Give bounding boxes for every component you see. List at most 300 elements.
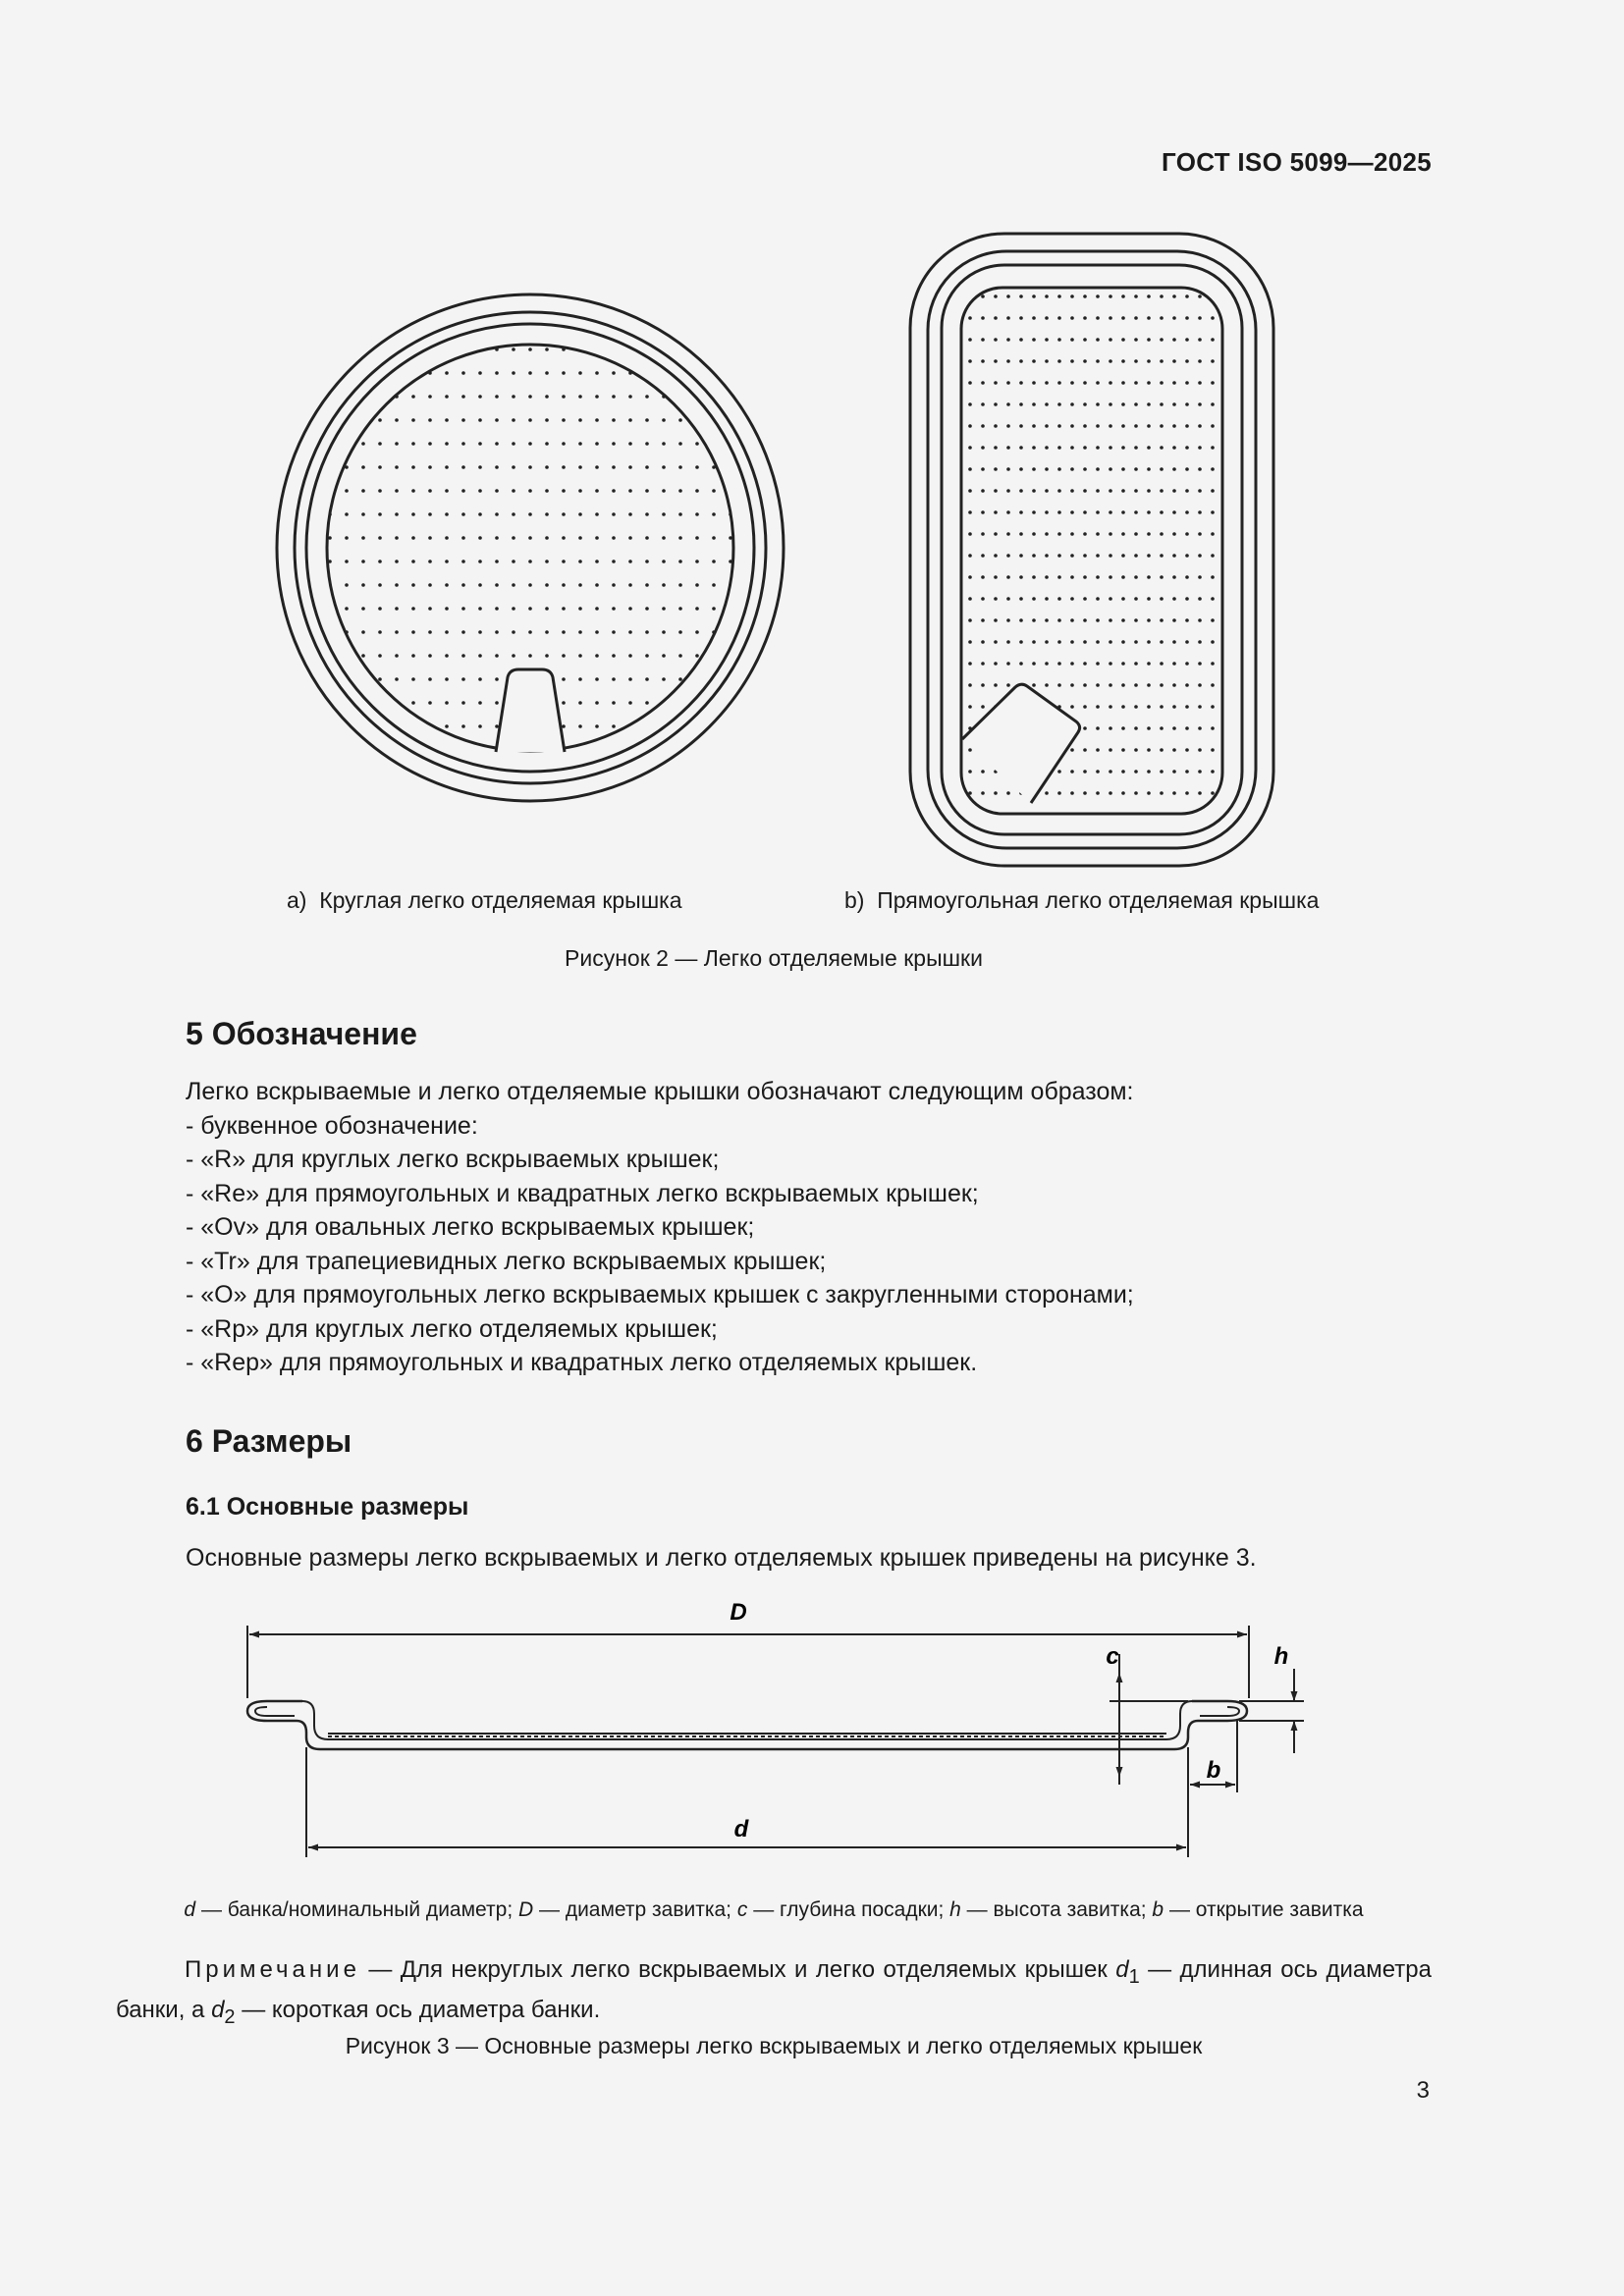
emboss-dot <box>578 630 582 634</box>
emboss-dot <box>662 560 666 563</box>
emboss-dot <box>512 654 515 658</box>
emboss-dot <box>1134 532 1138 536</box>
emboss-dot <box>1172 359 1176 363</box>
emboss-dot <box>1083 294 1087 298</box>
emboss-dot <box>968 662 972 666</box>
emboss-dot <box>512 395 515 399</box>
emboss-dot <box>578 465 582 469</box>
emboss-dot <box>729 489 732 493</box>
emboss-dot <box>1147 294 1151 298</box>
emboss-dot <box>1134 640 1138 644</box>
emboss-dot <box>461 371 465 375</box>
emboss-dot <box>1019 467 1023 471</box>
emboss-dot <box>1109 424 1112 428</box>
section-5-body <box>186 1075 1442 1380</box>
emboss-dot <box>628 371 632 375</box>
emboss-dot <box>512 560 515 563</box>
emboss-dot <box>1198 683 1202 687</box>
emboss-dot <box>478 395 482 399</box>
figure-3-note <box>116 1953 1432 2034</box>
emboss-dot <box>1070 791 1074 795</box>
emboss-dot <box>968 791 972 795</box>
emboss-dot <box>1134 705 1138 709</box>
emboss-dot <box>461 442 465 446</box>
emboss-dot <box>981 597 985 601</box>
emboss-dot <box>411 654 415 658</box>
emboss-dot <box>411 371 415 375</box>
emboss-dot <box>1198 402 1202 406</box>
emboss-dot <box>578 607 582 611</box>
emboss-dot <box>512 442 515 446</box>
emboss-dot <box>1006 683 1010 687</box>
emboss-dot <box>1019 510 1023 514</box>
emboss-dot <box>1070 446 1074 450</box>
emboss-dot <box>994 618 998 622</box>
emboss-dot <box>1160 381 1164 385</box>
emboss-dot <box>428 371 432 375</box>
emboss-dot <box>662 347 666 351</box>
emboss-dot <box>495 489 499 493</box>
emboss-dot <box>545 489 549 493</box>
emboss-dot <box>1006 510 1010 514</box>
emboss-dot <box>1057 467 1061 471</box>
emboss-dot <box>328 465 332 469</box>
emboss-dot <box>328 748 332 752</box>
emboss-dot <box>1185 338 1189 342</box>
emboss-dot <box>1211 726 1215 730</box>
emboss-dot <box>628 512 632 516</box>
emboss-dot <box>411 347 415 351</box>
emboss-dot <box>1096 294 1100 298</box>
emboss-dot <box>445 607 449 611</box>
emboss-dot <box>981 316 985 320</box>
emboss-dot <box>1083 316 1087 320</box>
emboss-dot <box>662 583 666 587</box>
emboss-dot <box>1006 424 1010 428</box>
emboss-dot <box>478 512 482 516</box>
emboss-dot <box>994 554 998 558</box>
emboss-dot <box>495 442 499 446</box>
emboss-dot <box>1032 683 1036 687</box>
emboss-dot <box>994 381 998 385</box>
emboss-dot <box>361 748 365 752</box>
emboss-dot <box>562 512 566 516</box>
emboss-dot <box>1172 294 1176 298</box>
emboss-dot <box>545 371 549 375</box>
emboss-dot <box>478 701 482 705</box>
emboss-dot <box>395 418 399 422</box>
emboss-dot <box>1057 791 1061 795</box>
emboss-dot <box>612 677 616 681</box>
emboss-dot <box>1147 770 1151 774</box>
emboss-dot <box>678 607 682 611</box>
emboss-dot <box>1185 770 1189 774</box>
emboss-dot <box>595 560 599 563</box>
emboss-dot <box>495 465 499 469</box>
emboss-dot <box>1121 424 1125 428</box>
emboss-dot <box>1134 316 1138 320</box>
emboss-dot <box>1109 381 1112 385</box>
emboss-dot <box>428 465 432 469</box>
emboss-dot <box>994 467 998 471</box>
emboss-dot <box>495 512 499 516</box>
emboss-dot <box>1134 510 1138 514</box>
emboss-dot <box>1006 489 1010 493</box>
emboss-dot <box>1019 402 1023 406</box>
emboss-dot <box>645 347 649 351</box>
emboss-dot <box>1070 554 1074 558</box>
emboss-dot <box>1019 532 1023 536</box>
emboss-dot <box>595 371 599 375</box>
emboss-dot <box>545 465 549 469</box>
emboss-dot <box>981 554 985 558</box>
emboss-dot <box>1211 597 1215 601</box>
emboss-dot <box>1185 402 1189 406</box>
emboss-dot <box>528 465 532 469</box>
emboss-dot <box>328 560 332 563</box>
emboss-dot <box>695 371 699 375</box>
emboss-dot <box>445 442 449 446</box>
emboss-dot <box>528 347 532 351</box>
emboss-dot <box>1147 748 1151 752</box>
emboss-dot <box>968 489 972 493</box>
emboss-dot <box>328 536 332 540</box>
caption-b <box>844 887 1319 914</box>
round-lid-drawing <box>265 285 795 815</box>
emboss-dot <box>395 512 399 516</box>
emboss-dot <box>461 395 465 399</box>
emboss-dot <box>378 607 382 611</box>
emboss-dot <box>1109 726 1112 730</box>
emboss-dot <box>512 418 515 422</box>
emboss-dot <box>345 442 349 446</box>
note-text: — Для некруглых легко вскрываемых и легко отделяемых крышек <box>359 1956 1116 1983</box>
emboss-dot <box>1160 575 1164 579</box>
emboss-dot <box>981 683 985 687</box>
emboss-dot <box>994 338 998 342</box>
emboss-dot <box>528 607 532 611</box>
emboss-dot <box>1160 359 1164 363</box>
emboss-dot <box>1083 510 1087 514</box>
emboss-dot <box>968 446 972 450</box>
emboss-dot <box>1198 467 1202 471</box>
emboss-dot <box>994 662 998 666</box>
emboss-dot <box>968 424 972 428</box>
emboss-dot <box>1109 510 1112 514</box>
emboss-dot <box>1032 510 1036 514</box>
emboss-dot <box>562 630 566 634</box>
emboss-dot <box>461 607 465 611</box>
emboss-dot <box>411 489 415 493</box>
emboss-dot <box>578 677 582 681</box>
emboss-dot <box>1032 381 1036 385</box>
dim-label-D: D <box>730 1599 747 1626</box>
emboss-dot <box>1006 316 1010 320</box>
emboss-dot <box>1172 575 1176 579</box>
emboss-dot <box>1160 748 1164 752</box>
emboss-dot <box>528 442 532 446</box>
emboss-dot <box>345 748 349 752</box>
note-symbol: d <box>211 1996 225 2023</box>
emboss-dot <box>1109 467 1112 471</box>
emboss-dot <box>678 583 682 587</box>
emboss-dot <box>495 371 499 375</box>
emboss-dot <box>712 465 716 469</box>
emboss-dot <box>1160 662 1164 666</box>
emboss-dot <box>345 347 349 351</box>
emboss-dot <box>729 677 732 681</box>
caption-a <box>287 887 682 914</box>
emboss-dot <box>1211 446 1215 450</box>
emboss-dot <box>1006 338 1010 342</box>
emboss-dot <box>1109 338 1112 342</box>
emboss-dot <box>1198 532 1202 536</box>
emboss-dot <box>1019 554 1023 558</box>
emboss-dot <box>1198 554 1202 558</box>
emboss-dot <box>1070 705 1074 709</box>
emboss-dot <box>361 607 365 611</box>
emboss-dot <box>1083 597 1087 601</box>
emboss-dot <box>1160 618 1164 622</box>
emboss-dot <box>1147 662 1151 666</box>
emboss-dot <box>361 418 365 422</box>
emboss-dot <box>1070 662 1074 666</box>
emboss-dot <box>1096 489 1100 493</box>
emboss-dot <box>729 371 732 375</box>
emboss-dot <box>428 560 432 563</box>
emboss-dot <box>1134 575 1138 579</box>
emboss-dot <box>445 489 449 493</box>
emboss-dot <box>1172 770 1176 774</box>
emboss-dot <box>1121 791 1125 795</box>
emboss-dot <box>1006 791 1010 795</box>
emboss-dot <box>1019 662 1023 666</box>
emboss-dot <box>1134 662 1138 666</box>
emboss-dot <box>461 536 465 540</box>
emboss-dot <box>994 424 998 428</box>
emboss-dot <box>1045 575 1049 579</box>
section-5-intro: Легко вскрываемые и легко отделяемые крышки обозначают следующим образом: <box>186 1078 1134 1105</box>
emboss-dot <box>712 442 716 446</box>
emboss-dot <box>1019 597 1023 601</box>
emboss-dot <box>1070 683 1074 687</box>
dim-label-c: c <box>1106 1643 1119 1670</box>
emboss-dot <box>1134 554 1138 558</box>
list-item: - буквенное обозначение: <box>186 1111 478 1140</box>
emboss-dot <box>1032 316 1036 320</box>
emboss-dot <box>1121 467 1125 471</box>
list-item: - «Rp» для круглых легко отделяемых крышек; <box>186 1314 718 1343</box>
emboss-dot <box>1172 683 1176 687</box>
emboss-dot <box>595 512 599 516</box>
emboss-dot <box>1198 446 1202 450</box>
emboss-dot <box>662 607 666 611</box>
legend-text: — банка/номинальный диаметр; <box>195 1898 518 1921</box>
emboss-dot <box>968 748 972 752</box>
emboss-dot <box>1006 575 1010 579</box>
emboss-dot <box>528 654 532 658</box>
emboss-dot <box>981 662 985 666</box>
emboss-dot <box>1057 662 1061 666</box>
emboss-dot <box>1147 424 1151 428</box>
emboss-dot <box>645 536 649 540</box>
emboss-dot <box>994 359 998 363</box>
emboss-dot <box>1032 618 1036 622</box>
emboss-dot <box>729 560 732 563</box>
emboss-dot <box>445 536 449 540</box>
emboss-dot <box>981 575 985 579</box>
emboss-dot <box>1083 726 1087 730</box>
emboss-dot <box>1121 748 1125 752</box>
emboss-dot <box>495 724 499 728</box>
emboss-dot <box>981 532 985 536</box>
emboss-dot <box>968 618 972 622</box>
emboss-dot <box>395 442 399 446</box>
emboss-dot <box>445 465 449 469</box>
emboss-dot <box>1032 402 1036 406</box>
emboss-dot <box>578 560 582 563</box>
emboss-dot <box>1057 510 1061 514</box>
emboss-dot <box>1096 683 1100 687</box>
emboss-dot <box>361 536 365 540</box>
emboss-dot <box>1070 359 1074 363</box>
emboss-dot <box>1096 467 1100 471</box>
emboss-dot <box>968 381 972 385</box>
emboss-dot <box>712 536 716 540</box>
emboss-dot <box>695 630 699 634</box>
emboss-dot <box>1160 294 1164 298</box>
emboss-dot <box>445 347 449 351</box>
emboss-dot <box>411 701 415 705</box>
emboss-dot <box>994 402 998 406</box>
emboss-dot <box>1147 554 1151 558</box>
emboss-dot <box>662 654 666 658</box>
emboss-dot <box>395 583 399 587</box>
emboss-dot <box>981 489 985 493</box>
emboss-dot <box>1198 510 1202 514</box>
emboss-dot <box>994 294 998 298</box>
emboss-dot <box>1198 770 1202 774</box>
emboss-dot <box>595 701 599 705</box>
emboss-dot <box>968 640 972 644</box>
emboss-dot <box>1109 770 1112 774</box>
emboss-dot <box>1121 338 1125 342</box>
emboss-dot <box>1045 683 1049 687</box>
emboss-dot <box>411 560 415 563</box>
emboss-dot <box>1160 532 1164 536</box>
section-5-heading: 5 Обозначение <box>186 1016 417 1051</box>
section-6-1-text: Основные размеры легко вскрываемых и легко отделяемых крышек приведены на рисунке 3. <box>186 1544 1257 1572</box>
emboss-dot <box>495 560 499 563</box>
emboss-dot <box>1045 338 1049 342</box>
emboss-dot <box>994 316 998 320</box>
emboss-dot <box>1070 748 1074 752</box>
emboss-dot <box>461 701 465 705</box>
emboss-dot <box>512 583 515 587</box>
emboss-dot <box>395 371 399 375</box>
emboss-dot <box>495 583 499 587</box>
emboss-dot <box>1147 532 1151 536</box>
emboss-dot <box>495 395 499 399</box>
emboss-dot <box>528 418 532 422</box>
emboss-dot <box>981 338 985 342</box>
emboss-dot <box>628 465 632 469</box>
emboss-dot <box>1057 597 1061 601</box>
emboss-dot <box>445 371 449 375</box>
emboss-dot <box>1121 662 1125 666</box>
emboss-dot <box>981 618 985 622</box>
emboss-dot <box>1198 640 1202 644</box>
emboss-dot <box>1198 338 1202 342</box>
list-item: - «R» для круглых легко вскрываемых крышек; <box>186 1146 720 1173</box>
emboss-dot <box>512 536 515 540</box>
emboss-dot <box>1211 575 1215 579</box>
emboss-dot <box>1045 510 1049 514</box>
emboss-dot <box>1070 381 1074 385</box>
emboss-dot <box>1134 748 1138 752</box>
emboss-dot <box>1083 467 1087 471</box>
emboss-dot <box>1185 316 1189 320</box>
emboss-dot <box>528 512 532 516</box>
emboss-dot <box>478 630 482 634</box>
emboss-dot <box>1211 770 1215 774</box>
emboss-dot <box>562 701 566 705</box>
emboss-dot <box>328 607 332 611</box>
emboss-dot <box>981 424 985 428</box>
emboss-dot <box>478 583 482 587</box>
emboss-dot <box>981 381 985 385</box>
emboss-dot <box>1057 554 1061 558</box>
note-label: Примечание <box>185 1956 360 1983</box>
emboss-dot <box>1211 705 1215 709</box>
emboss-dot <box>545 512 549 516</box>
emboss-dot <box>1198 726 1202 730</box>
emboss-dot <box>1185 791 1189 795</box>
emboss-dot <box>712 560 716 563</box>
emboss-dot <box>1109 489 1112 493</box>
emboss-dot <box>729 607 732 611</box>
emboss-dot <box>994 489 998 493</box>
emboss-dot <box>395 536 399 540</box>
emboss-dot <box>411 536 415 540</box>
emboss-dot <box>1211 467 1215 471</box>
emboss-dot <box>695 654 699 658</box>
emboss-dot <box>395 465 399 469</box>
emboss-dot <box>1172 748 1176 752</box>
emboss-dot <box>328 677 332 681</box>
emboss-dot <box>1109 446 1112 450</box>
emboss-dot <box>662 512 666 516</box>
emboss-dot <box>1096 338 1100 342</box>
emboss-dot <box>1083 770 1087 774</box>
emboss-dot <box>1096 597 1100 601</box>
emboss-dot <box>345 512 349 516</box>
emboss-dot <box>1096 402 1100 406</box>
emboss-dot <box>1134 424 1138 428</box>
emboss-dot <box>662 442 666 446</box>
emboss-dot <box>1147 467 1151 471</box>
figure-2-title: Рисунок 2 — Легко отделяемые крышки <box>565 945 983 971</box>
section-6-heading: 6 Размеры <box>186 1423 352 1459</box>
emboss-dot <box>478 442 482 446</box>
emboss-dot <box>678 677 682 681</box>
emboss-dot <box>1134 446 1138 450</box>
emboss-dot <box>994 597 998 601</box>
emboss-dot <box>968 575 972 579</box>
emboss-dot <box>1032 446 1036 450</box>
emboss-dot <box>645 418 649 422</box>
emboss-dot <box>1185 662 1189 666</box>
